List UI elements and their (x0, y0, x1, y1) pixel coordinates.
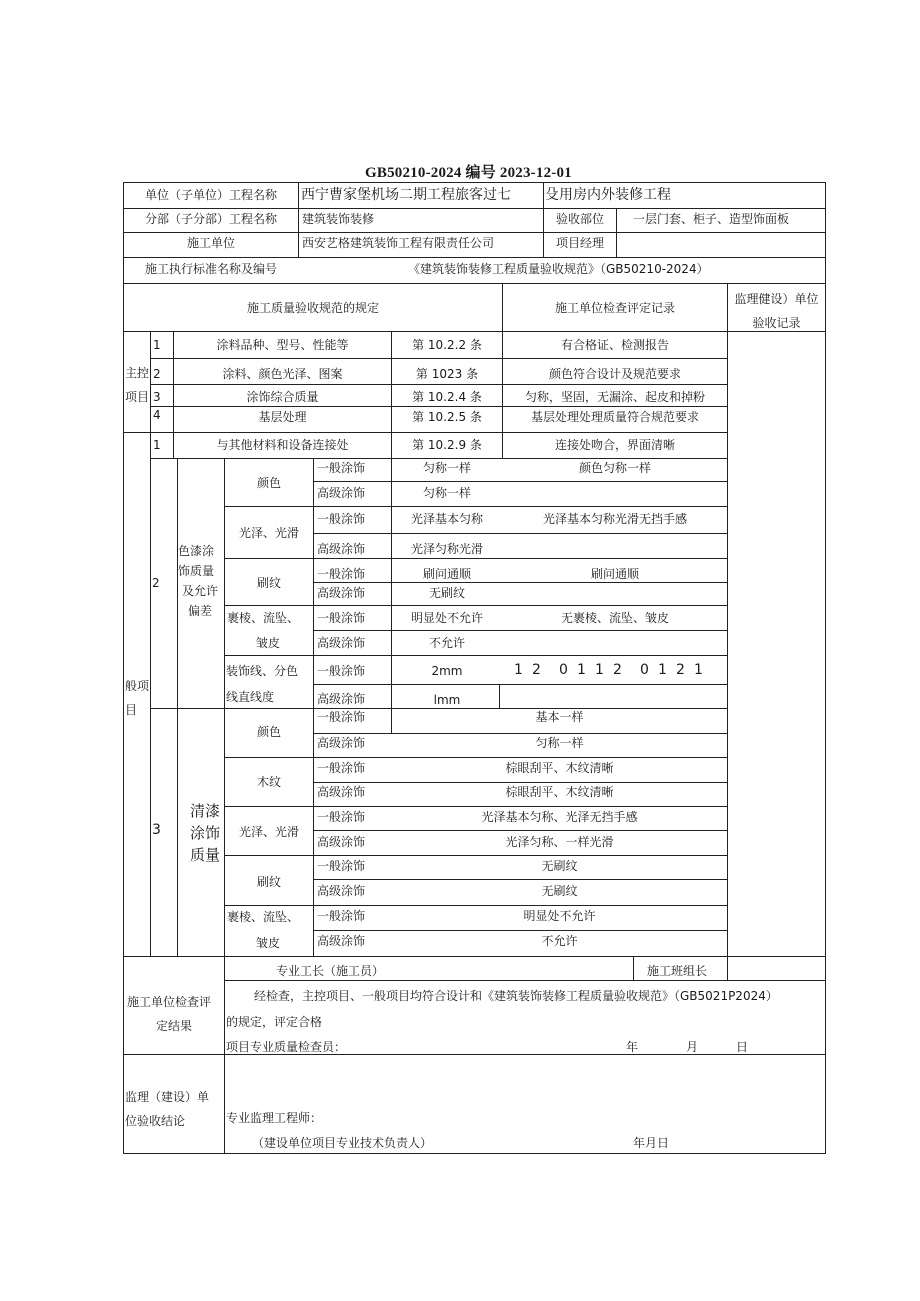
subproject-label: 分部（子分部）工程名称 (144, 212, 277, 226)
sub-item-name: 裹棱、流坠、 (227, 611, 300, 625)
general-requirement: 光泽基本匀称 (410, 512, 483, 526)
measurement-value: 1 (577, 662, 586, 678)
item-name: 涂料、颜色光泽、图案 (222, 367, 343, 381)
supervision-label-line: 位验收结论 (125, 1114, 186, 1128)
contractor-value: 西安艺格建筑装饰工程有限责任公司 (302, 236, 495, 250)
general-requirement: 光泽基本匀称、光泽无挡手感 (481, 810, 638, 824)
item-name: 涂料品种、型号、性能等 (216, 338, 349, 352)
general-finish-label: 一般涂饰 (317, 611, 366, 625)
clear-paint-label-line: 质量 (190, 846, 221, 864)
record: 无裹棱、流坠、皱皮 (560, 611, 669, 625)
color-paint-label-line: 色漆涂 (178, 544, 215, 558)
standard-value: 《建筑装饰装修工程质量验收规范》（GB50210-2024） (408, 262, 709, 276)
row-number: 3 (153, 390, 161, 404)
advanced-finish-label: 高级涂饰 (317, 835, 366, 849)
color-paint-label-line: 饰质量 (178, 564, 215, 578)
measurement-value: 1 (658, 662, 667, 678)
advanced-finish-label: 高级涂饰 (317, 934, 366, 948)
inspection-part-label: 验收部位 (555, 212, 604, 226)
clause: 第 1023 条 (415, 367, 479, 381)
project-manager-label: 项目经理 (555, 236, 604, 250)
row-number: 2 (152, 576, 160, 590)
sub-item-name: 木纹 (256, 775, 281, 789)
general-finish-label: 一般涂饰 (317, 810, 366, 824)
result-label-line: 施工单位检查评 (127, 995, 212, 1009)
general-finish-label: 一般涂饰 (317, 664, 366, 678)
row-number: 2 (153, 367, 161, 381)
row-number: 1 (153, 438, 161, 452)
record: 连接处吻合，界面清晰 (554, 438, 675, 452)
measurement-value: 0 (559, 662, 568, 678)
row-number: 3 (152, 822, 161, 838)
supervising-engineer-label: 专业监理工程师： (226, 1111, 323, 1125)
sub-item-name: 光泽、光滑 (238, 825, 299, 839)
main-items-group-label: 主控 (125, 366, 150, 380)
sub-item-name-2: 皱皮 (256, 936, 281, 950)
sub-item-name: 装饰线、分色 (226, 664, 299, 678)
general-requirement: 2mm (431, 664, 463, 678)
subproject-value: 建筑装饰装修 (302, 212, 375, 226)
general-requirement: 棕眼刮平、木纹清晰 (505, 761, 614, 775)
standard-label: 施工执行标准名称及编号 (144, 262, 277, 276)
advanced-finish-label: 高级涂饰 (317, 586, 366, 600)
advanced-requirement: lmm (433, 693, 461, 707)
general-requirement: 明显处不允许 (410, 611, 483, 625)
team-leader-label: 施工班组长 (647, 964, 708, 978)
general-items-group-label: 般项 (125, 679, 150, 693)
supervision-label-line: 监理（建设）单 (125, 1090, 210, 1104)
item-name: 与其他材料和设备连接处 (216, 438, 349, 452)
project-name-value-tail: 殳用房内外装修工程 (545, 187, 671, 203)
item-name: 基层处理 (258, 410, 307, 424)
advanced-requirement: 不允许 (428, 636, 465, 650)
color-paint-label (178, 541, 218, 621)
advanced-finish-label: 高级涂饰 (317, 884, 366, 898)
sub-item-name: 颜色 (256, 725, 281, 739)
sub-item-name: 刷纹 (256, 875, 281, 889)
advanced-finish-label: 高级涂饰 (317, 785, 366, 799)
date-year: 年 (626, 1040, 639, 1054)
advanced-requirement: 棕眼刮平、木纹清晰 (505, 785, 614, 799)
measurement-value: 2 (613, 662, 622, 678)
advanced-requirement: 不允许 (541, 934, 578, 948)
general-finish-label: 一般涂饰 (317, 909, 366, 923)
advanced-requirement: 匀称一样 (535, 736, 584, 750)
measurement-value: 1 (595, 662, 604, 678)
page-title: GB50210-2024 编号 2023-12-01 (365, 165, 572, 181)
record: 有合格证、检测报告 (560, 338, 669, 352)
general-finish-label: 一般涂饰 (317, 710, 366, 724)
advanced-requirement: 光泽匀称光滑 (410, 542, 483, 556)
date-day: 日 (736, 1040, 749, 1054)
general-requirement: 无刷纹 (541, 859, 578, 873)
general-requirement: 匀称一样 (422, 461, 471, 475)
general-finish-label: 一般涂饰 (317, 859, 366, 873)
main-items-group-label-2: 项目 (125, 390, 150, 404)
sub-item-name-2: 皱皮 (256, 636, 281, 650)
record: 光泽基本匀称光滑无挡手感 (542, 512, 687, 526)
general-finish-label: 一般涂饰 (317, 761, 366, 775)
measurement-value: 2 (676, 662, 685, 678)
advanced-finish-label: 高级涂饰 (317, 542, 366, 556)
measurement-value: 0 (640, 662, 649, 678)
spec-column-header: 施工质量验收规范的规定 (246, 301, 379, 315)
advanced-finish-label: 高级涂饰 (317, 692, 366, 706)
general-items-group-label-2: 目 (125, 703, 138, 717)
advanced-requirement: 匀称一样 (422, 486, 471, 500)
advanced-finish-label: 高级涂饰 (317, 736, 366, 750)
result-text-2: 的规定，评定合格 (226, 1015, 323, 1029)
inspection-part-value: 一层门套、柜子、造型饰面板 (633, 212, 790, 226)
record: 颜色符合设计及规范要求 (548, 367, 681, 381)
contractor-label: 施工单位 (186, 236, 235, 250)
foreman-label: 专业工长（施工员） (276, 964, 385, 978)
record: 刷问通顺 (590, 567, 639, 581)
item-name: 涂饰综合质量 (246, 390, 319, 404)
advanced-requirement: 光泽匀称、一样光滑 (505, 835, 614, 849)
date-month: 月 (686, 1040, 699, 1054)
general-requirement: 基本一样 (535, 710, 584, 724)
general-finish-label: 一般涂饰 (317, 461, 366, 475)
sub-item-name: 颜色 (256, 476, 281, 490)
quality-inspector-label: 项目专业质量检查员： (226, 1040, 347, 1054)
sub-item-name: 光泽、光滑 (238, 526, 299, 540)
color-paint-label-line: 偏差 (188, 604, 213, 618)
sub-item-name: 裹棱、流坠、 (227, 910, 300, 924)
general-finish-label: 一般涂饰 (317, 567, 366, 581)
supervision-date: 年月日 (633, 1136, 670, 1150)
clear-paint-label-line: 清漆 (190, 802, 221, 820)
project-name-label: 单位（子单位）工程名称 (144, 188, 277, 202)
clear-paint-label (190, 800, 220, 866)
advanced-finish-label: 高级涂饰 (317, 486, 366, 500)
supervisor-record-header-2: 验收记录 (752, 316, 801, 330)
clause: 第 10.2.9 条 (412, 438, 482, 452)
general-requirement: 明显处不允许 (523, 909, 596, 923)
result-text: 经检查，主控项目、一般项目均符合设计和《建筑装饰装修工程质量验收规范》（GB5021P2024） (254, 989, 778, 1003)
record: 颜色匀称一样 (578, 461, 651, 475)
record: 基层处理处理质量符合规范要求 (530, 410, 699, 424)
sub-item-name: 刷纹 (256, 576, 281, 590)
measurement-value: 2 (532, 662, 541, 678)
contractor-record-header: 施工单位检查评定记录 (554, 301, 675, 315)
clause: 第 10.2.5 条 (412, 410, 482, 424)
result-label-line: 定结果 (156, 1019, 193, 1033)
supervisor-record-header: 监理健设）单位 (734, 292, 819, 306)
measurement-value: 1 (514, 662, 523, 678)
advanced-finish-label: 高级涂饰 (317, 636, 366, 650)
result-label (127, 990, 211, 1038)
measurement-value: 1 (694, 662, 703, 678)
row-number: 4 (153, 408, 161, 422)
color-paint-label-line: 及允许 (182, 584, 219, 598)
advanced-requirement: 无刷纹 (428, 586, 465, 600)
clear-paint-label-line: 涂饰 (190, 824, 221, 842)
supervision-label (125, 1085, 209, 1133)
sub-item-name-2: 线直线度 (226, 690, 275, 704)
general-requirement: 刷问通顺 (422, 567, 471, 581)
clause: 第 10.2.2 条 (412, 338, 482, 352)
owner-representative-label: （建设单位项目专业技术负责人） (252, 1136, 433, 1150)
row-number: 1 (153, 338, 161, 352)
deviation-measurements (514, 662, 712, 678)
advanced-requirement: 无刷纹 (541, 884, 578, 898)
clause: 第 10.2.4 条 (412, 390, 482, 404)
record: 匀称，坚固，无漏涂、起皮和掉粉 (524, 390, 705, 404)
general-finish-label: 一般涂饰 (317, 512, 366, 526)
project-name-value: 西宁曹家堡机场二期工程旅客过七 (301, 187, 511, 203)
